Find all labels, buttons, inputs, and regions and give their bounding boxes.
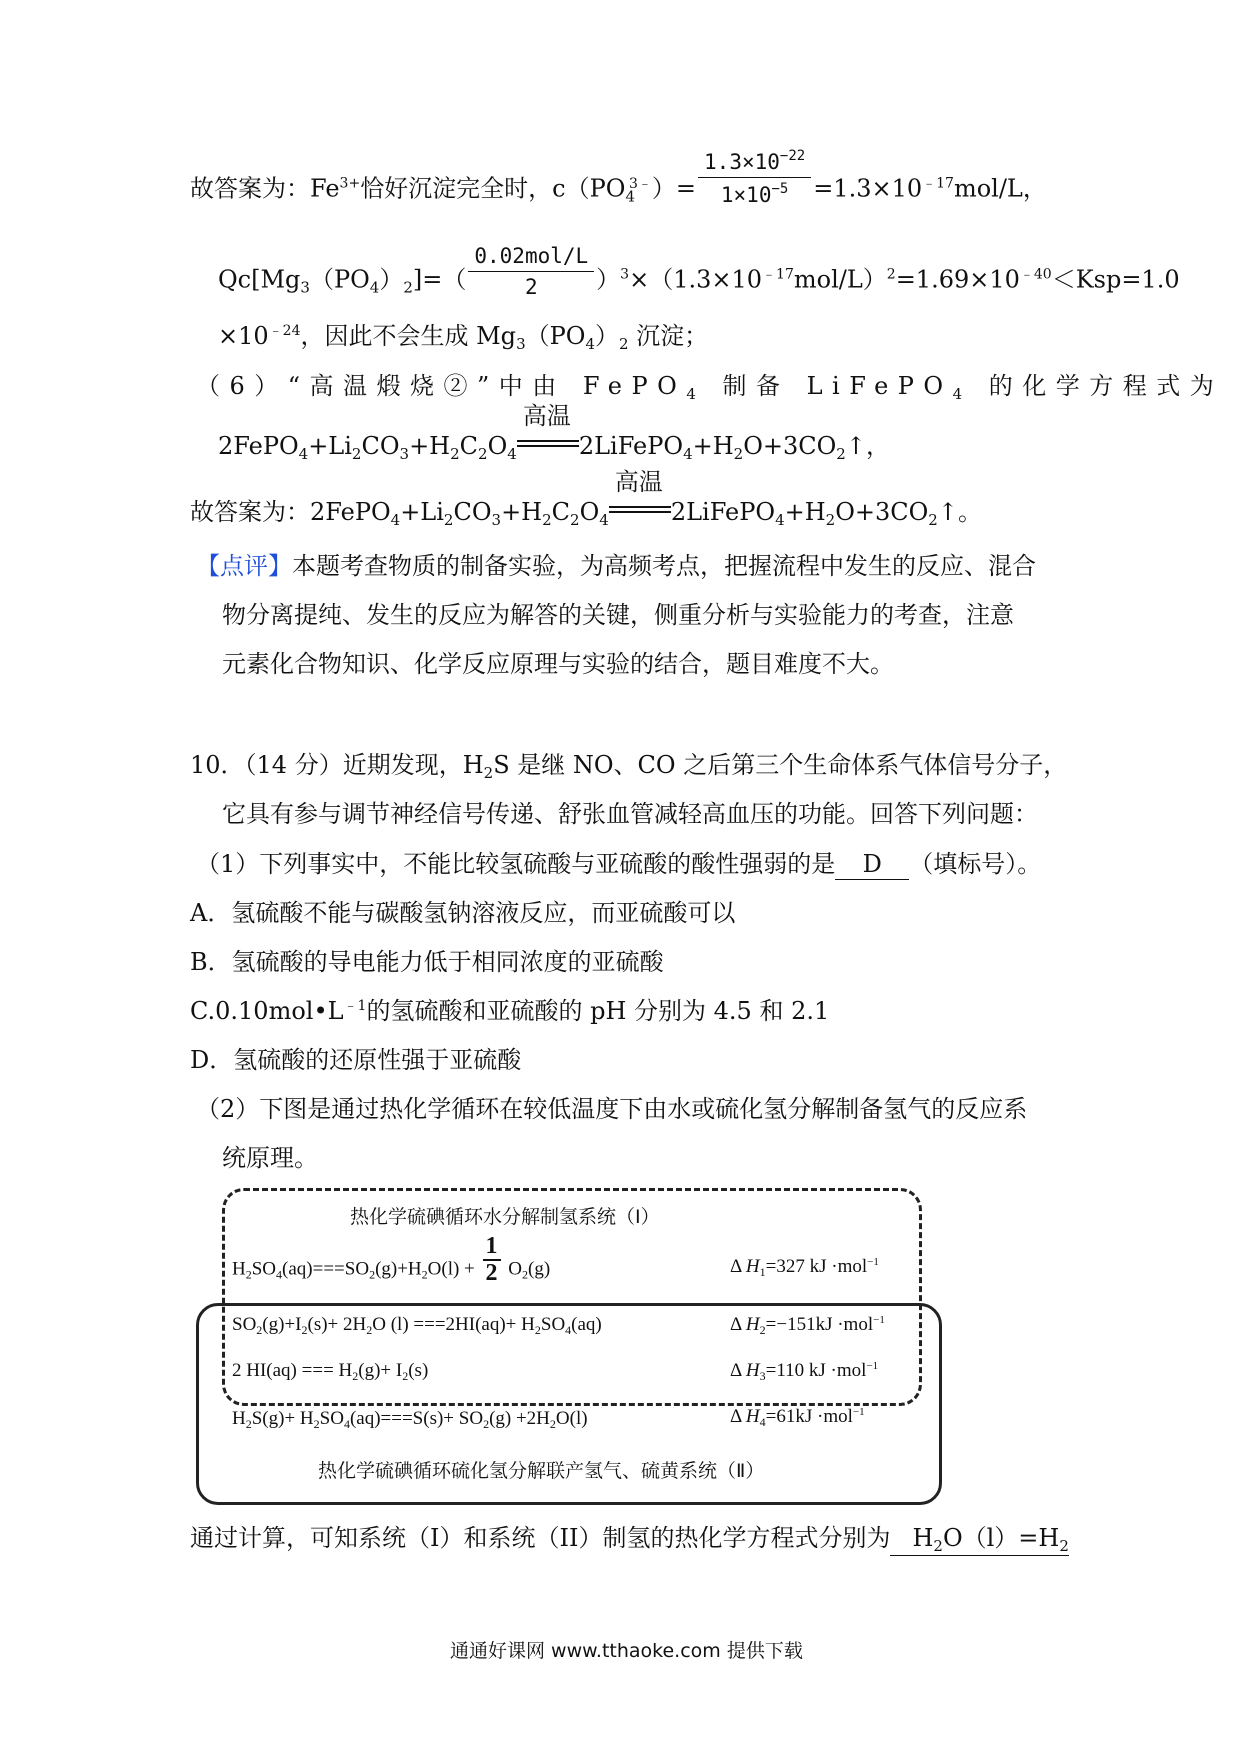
question-10-stem-line2: 它具有参与调节神经信号传递、舒张血管减轻高血压的功能。回答下列问题： <box>222 800 1038 828</box>
reaction-condition-equals: 高温 <box>609 496 671 520</box>
question-10-stem: 10．（14 分）近期发现，$H_2S$ 是继 NO、CO 之后第三个生命体系气体信号分子， <box>190 751 1068 782</box>
review-line2: 物分离提纯、发生的反应为解答的关键，侧重分析与实验能力的考查，注意 <box>222 601 1014 629</box>
system-two-boundary <box>196 1303 942 1505</box>
review-line1: 【点评】本题考查物质的制备实验，为高频考点，把握流程中发生的反应、混合 <box>196 552 1036 580</box>
reaction-1: $H_2SO_4(aq)===SO_2(g)+H_2O(l)$ + $\frac{1}{2}$ $O_2(g)$ <box>232 1233 551 1287</box>
option-c: $C.0.10mol•L^{﹣1}$的氢硫酸和亚硫酸的 pH 分别为 4.5 和 2.1 <box>190 997 830 1025</box>
option-d: D．氢硫酸的还原性强于亚硫酸 <box>190 1046 522 1074</box>
reaction-3: 2 HI(aq) === $H_2(g)+ I_2(s)$ <box>232 1360 429 1383</box>
answer-blank-2: $H_2O(l)=H_2$ <box>890 1524 1068 1556</box>
review-line3: 元素化合物知识、化学反应原理与实验的结合，题目难度不大。 <box>222 650 894 678</box>
system-two-title: 热化学硫碘循环硫化氢分解联产氢气、硫黄系统（Ⅱ） <box>318 1460 765 1482</box>
review-tag: 【点评】 <box>196 552 292 580</box>
question-10-part2: （2）下图是通过热化学循环在较低温度下由水或硫化氢分解制备氢气的反应系 <box>196 1095 1028 1123</box>
question-10-part2-answer-line: 通过计算，可知系统（I）和系统（II）制氢的热化学方程式分别为 $H_2O(l)=H_2$ <box>190 1524 1069 1555</box>
option-b: B．氢硫酸的导电能力低于相同浓度的亚硫酸 <box>190 948 664 976</box>
question-10-part1: （1）下列事实中，不能比较氢硫酸与亚硫酸的酸性强弱的是 D （填标号）。 <box>196 850 1042 878</box>
enthalpy-1: Δ $H_1=327$ kJ ·mol$^{-1}$ <box>730 1256 879 1279</box>
reaction-2: $SO_2(g)+I_2(s)+ 2H_2O$ $(l) ===2HI(aq)+ H_2SO_4(aq)$ <box>232 1314 602 1337</box>
reaction-4: $H_2S(g)+ H_2SO_4(aq)===S(s)+ SO_2(g) +2H_2O(l)$ <box>232 1408 588 1431</box>
answer-blank-1: D <box>835 850 909 880</box>
reaction-condition-equals: 高温 <box>517 430 579 454</box>
answer-5-line2: $Qc[Mg_3(PO_4)_2]=$（ $\frac{\text{0.02mol/L}}{2}$ ）$^3\times(1.3\times 10^{﹣17}mol/L)^2=1.69\times 10^{﹣40}<Ksp=1.0$ <box>218 244 1180 300</box>
enthalpy-4: Δ $H_4=61kJ \cdot mol^{-1}$ <box>730 1406 865 1429</box>
half-fraction: $\frac{1}{2}$ <box>483 1234 501 1286</box>
option-a: A．氢硫酸不能与碳酸氢钠溶液反应，而亚硫酸可以 <box>190 899 736 927</box>
answer-6-line: 故答案为：$2FePO_4+Li_2CO_3+H_2C_2O_4$ 高温 $2LiFePO_4+H_2O+3CO_2↑$。 <box>190 468 982 529</box>
ksp-fraction: $\frac{1.3\times 10^{-22}}{1\times 10^{-5}}$ <box>698 148 811 208</box>
system-one-title: 热化学硫碘循环水分解制氢系统（Ⅰ） <box>350 1206 660 1228</box>
system-one-boundary <box>222 1188 922 1406</box>
answer-5-line1: 故答案为：$Fe^{3+}$恰好沉淀完全时，$c(PO_4^{3﹣})=$ $\frac{1.3\times 10^{-22}}{1\times 10^{-5}}$ $=1.3\times 10^{﹣17}mol/L$， <box>190 148 1047 208</box>
enthalpy-2: Δ $H_2=-151kJ \cdot mol^{-1}$ <box>730 1314 885 1337</box>
page-footer: 通通好课网 www.tthaoke.com 提供下载 <box>450 1640 803 1662</box>
qc-fraction: $\frac{\text{0.02mol/L}}{2}$ <box>468 244 594 300</box>
answer-5-line3: $\times 10^{﹣24}$，因此不会生成 $Mg_3(PO_4)_2$ 沉淀； <box>218 322 709 353</box>
equation-6-line: $2FePO_4+Li_2CO_3+H_2C_2O_4$ 高温 $2LiFePO_4+H_2O+3CO_2↑$， <box>218 402 890 463</box>
question-6-label: （6）“高温煅烧②”中由 FePO$_4$ 制备 LiFePO$_4$ 的化学方程式为 <box>196 372 1224 403</box>
question-10-part2-line2: 统原理。 <box>222 1144 318 1172</box>
enthalpy-3: Δ $H_3=110$ kJ ·mol$^{-1}$ <box>730 1360 879 1383</box>
